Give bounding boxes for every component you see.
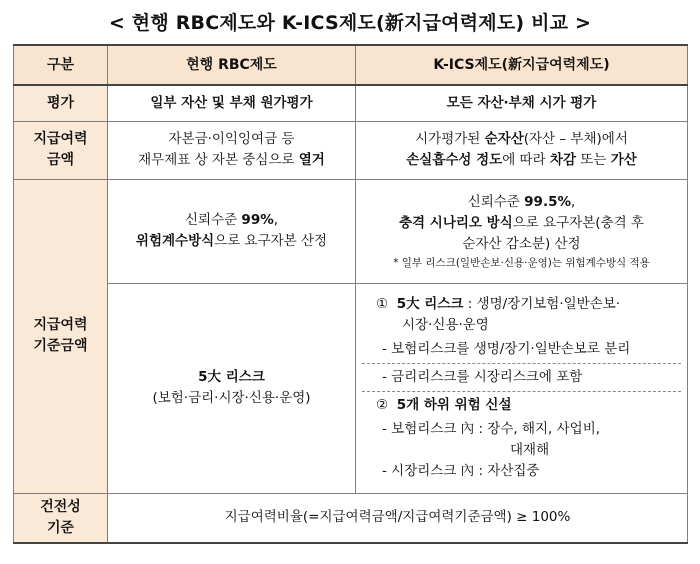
header-rbc: 현행 RBC제도 [108, 45, 356, 85]
row-evaluation [14, 85, 688, 121]
kics-note: * 일부 리스크(일반손보·신용·운영)는 위험계수방식 적용 [393, 256, 650, 269]
table-header-row [14, 45, 688, 85]
kics-risk-item-2: ② 5개 하위 위험 신설 - 보험리스크 內 : 장수, 해지, 사업비, 대재해 - 시장리스크 內 : 자산집중 [376, 397, 601, 479]
header-kics: K-ICS제도(新지급여력제도) [356, 45, 688, 85]
kics-method: 신뢰수준 99.5%, 충격 시나리오 방식으로 요구자본(충격 후 순자산 감소분) 산정 * 일부 리스크(일반손보·신용·운영)는 위험계수방식 적용 [356, 179, 688, 283]
row-required-capital-risks [14, 283, 688, 493]
rbc-risks: 5大 리스크 (보험·금리·시장·신용·운영) [108, 283, 356, 493]
row-solvency-amount [14, 121, 688, 179]
label-required-capital: 지급여력 기준금액 [14, 179, 108, 493]
label-solvency-amount: 지급여력 금액 [14, 121, 108, 179]
row-required-capital-method [14, 179, 688, 283]
kics-risk-item-1: ① 5大 리스크 : 생명/장기보험·일반손보· 시장·신용·운영 - 보험리스크를 생명/장기·일반손보로 분리 - 금리리스크를 시장리스크에 포함 [362, 294, 681, 388]
kics-evaluation: 모든 자산·부채 시가 평가 [356, 85, 688, 121]
dashed-divider [362, 391, 681, 392]
row-soundness [14, 493, 688, 543]
dashed-divider [362, 363, 681, 364]
kics-solvency-amount: 시가평가된 순자산(자산 – 부채)에서 손실흡수성 정도에 따라 차감 또는 가산 [356, 121, 688, 179]
kics-risks [356, 283, 688, 493]
label-evaluation: 평가 [14, 85, 108, 121]
rbc-method: 신뢰수준 99%, 위험계수방식으로 요구자본 산정 [108, 179, 356, 283]
rbc-solvency-amount: 자본금·이익잉여금 등 재무제표 상 자본 중심으로 열거 [108, 121, 356, 179]
header-category: 구분 [14, 45, 108, 85]
label-soundness: 건전성 기준 [14, 493, 108, 543]
soundness-criterion: 지급여력비율(=지급여력금액/지급여력기준금액) ≥ 100% [108, 493, 688, 543]
page-title: < 현행 RBC제도와 K-ICS제도(新지급여력제도) 비교 > [108, 12, 592, 34]
comparison-table [13, 44, 688, 544]
rbc-evaluation: 일부 자산 및 부채 원가평가 [108, 85, 356, 121]
